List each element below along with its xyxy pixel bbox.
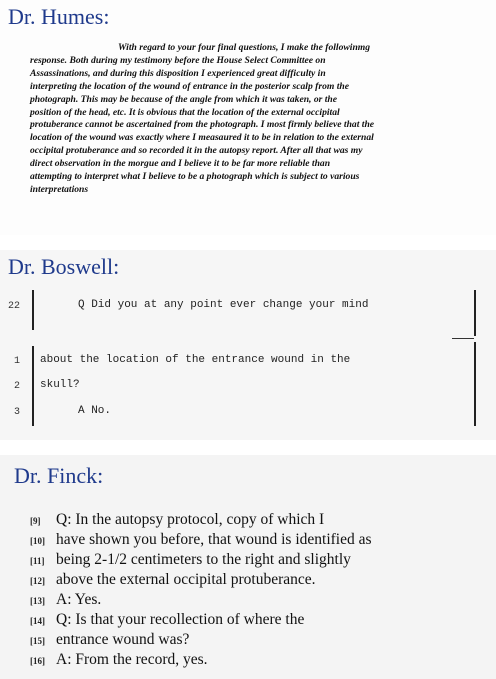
- finck-line: [30, 551, 351, 569]
- margin-rule: [474, 342, 476, 426]
- finck-line-number: [12]: [30, 576, 45, 586]
- margin-rule: [474, 290, 476, 336]
- finck-line-number: [14]: [30, 616, 45, 626]
- margin-rule: [32, 290, 34, 330]
- humes-line: position of the head, etc. It is obvious that the location of the external occipital: [30, 106, 340, 118]
- finck-line: [30, 631, 189, 649]
- finck-line-text: above the external occipital protuberance.: [56, 571, 316, 588]
- humes-statement: [30, 42, 465, 197]
- humes-line: attempting to interpret what I believe to be a photograph which is subject to various: [30, 171, 360, 183]
- finck-line-text: entrance wound was?: [56, 631, 190, 648]
- finck-line: [30, 571, 316, 589]
- finck-line: [30, 591, 101, 609]
- finck-line-number: [15]: [30, 636, 45, 646]
- humes-heading: Dr. Humes:: [8, 4, 110, 29]
- finck-line-text: Q: Is that your recollection of where the: [56, 611, 305, 628]
- finck-line-number: [10]: [30, 536, 45, 546]
- humes-line: interpreting the location of the wound of entrance in the posterior scalp from the: [30, 80, 350, 92]
- finck-line-text: A: From the record, yes.: [56, 651, 208, 668]
- finck-line-number: [16]: [30, 656, 45, 666]
- finck-line-number: [13]: [30, 596, 45, 606]
- finck-line-text: A: Yes.: [56, 591, 102, 608]
- humes-line: direct observation in the morgue and I believe it to be far more reliable than: [30, 158, 331, 170]
- finck-line: [30, 651, 208, 669]
- humes-line: response. Both during my testimony before the House Select Committee on: [30, 54, 326, 66]
- finck-line-text: being 2-1/2 centimeters to the right and slightly: [56, 551, 351, 568]
- humes-line: location of the wound was exactly where I measaured it to be in relation to the external: [30, 132, 374, 144]
- transcript-line: Q Did you at any point ever change your mind: [78, 299, 369, 311]
- finck-line-number: [11]: [30, 556, 45, 566]
- humes-line: photograph. This may be because of the angle from which it was taken, or the: [30, 93, 338, 105]
- humes-line: With regard to your four final questions, I make the followinmg: [118, 42, 371, 53]
- transcript-line: skull?: [40, 379, 80, 391]
- finck-line-number: [9]: [30, 516, 41, 526]
- humes-section: [0, 0, 496, 235]
- transcript-line: about the location of the entrance wound in the: [40, 354, 351, 366]
- transcript-line-number: 3: [13, 407, 20, 418]
- humes-line: protuberance cannot be ascertained from the photograph. I most firmly believe that the: [30, 119, 375, 131]
- boswell-section: [0, 250, 496, 440]
- transcript-line-number: 2: [13, 381, 20, 392]
- margin-tick: [452, 338, 474, 339]
- humes-line: occipital protuberance and so recorded it in the autopsy report. After all that was my: [30, 145, 363, 157]
- margin-rule: [32, 346, 34, 426]
- finck-line-text: Q: In the autopsy protocol, copy of which I: [56, 511, 325, 528]
- humes-line: interpretations: [30, 183, 89, 195]
- finck-line-text: have shown you before, that wound is identified as: [56, 531, 372, 548]
- humes-line: Assassinations, and during this disposition I experienced great difficulty in: [30, 67, 326, 79]
- finck-heading: Dr. Finck:: [14, 463, 104, 488]
- transcript-line: A No.: [78, 405, 112, 417]
- transcript-line-number: 22: [7, 301, 20, 312]
- transcript-line-number: 1: [13, 356, 20, 367]
- finck-line: [30, 531, 372, 549]
- finck-line: [30, 611, 304, 629]
- finck-line: [30, 511, 324, 529]
- finck-section: [0, 455, 496, 679]
- boswell-heading: Dr. Boswell:: [8, 254, 120, 279]
